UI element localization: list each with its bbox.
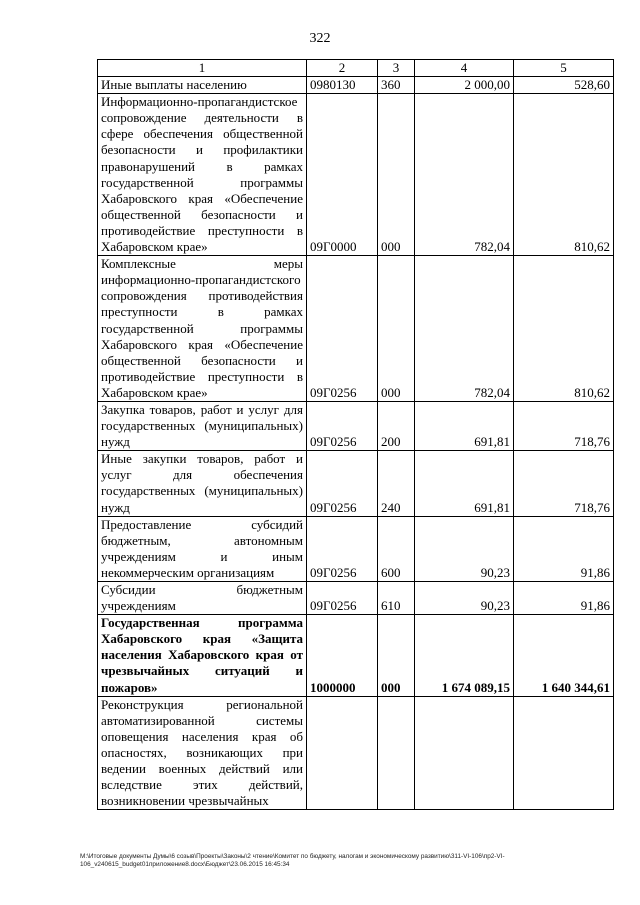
cell-expense-type: 000 [378,94,415,256]
cell-name: Субсидии бюджетным учреждениям [98,582,307,615]
cell-name: Информационно-пропагандистское сопровождение деятельности в сфере обеспечения общественной безопасности и профилактики правонарушений в рамках государственной программы Хабаровского края «Обеспечение общественной безопасности и противодействие преступности в Хабаровском крае» [98,94,307,256]
cell-code: 0980130 [307,77,378,94]
table-row [98,615,614,696]
cell-name: Иные выплаты населению [98,77,307,94]
cell-name: Иные закупки товаров, работ и услуг для обеспечения государственных (муниципальных) нужд [98,451,307,516]
cell-amount-col4: 691,81 [415,451,514,516]
table-row [98,516,614,581]
cell-code: 09Г0256 [307,401,378,450]
cell-amount-col4: 90,23 [415,582,514,615]
cell-amount-col5: 91,86 [514,582,614,615]
cell-name: Реконструкция региональной автоматизированной системы оповещения населения края об опасностях, возникающих при ведении военных действий или вследствие этих действий, возникновении чрезвычайных [98,696,307,810]
cell-code: 09Г0256 [307,582,378,615]
column-header: 1 [98,60,307,77]
cell-amount-col5: 810,62 [514,256,614,402]
cell-name: Государственная программа Хабаровского края «Защита населения Хабаровского края от чрезвычайных ситуаций и пожаров» [98,615,307,696]
table-row [98,401,614,450]
cell-amount-col4: 691,81 [415,401,514,450]
cell-amount-col4: 782,04 [415,256,514,402]
table-row [98,256,614,402]
cell-amount-col5: 718,76 [514,401,614,450]
budget-table [97,59,614,810]
cell-amount-col5: 718,76 [514,451,614,516]
table-row [98,94,614,256]
cell-amount-col5: 528,60 [514,77,614,94]
cell-expense-type: 610 [378,582,415,615]
table-header-row [98,60,614,77]
table-row [98,77,614,94]
table-row [98,696,614,810]
cell-code: 09Г0256 [307,451,378,516]
cell-code: 09Г0000 [307,94,378,256]
cell-code: 09Г0256 [307,516,378,581]
page-number: 322 [309,31,331,46]
cell-amount-col5: 91,86 [514,516,614,581]
cell-expense-type: 000 [378,256,415,402]
cell-amount-col4 [415,696,514,810]
cell-expense-type [378,696,415,810]
cell-expense-type: 240 [378,451,415,516]
cell-amount-col4: 90,23 [415,516,514,581]
cell-name: Закупка товаров, работ и услуг для государственных (муниципальных) нужд [98,401,307,450]
column-header: 2 [307,60,378,77]
cell-code [307,696,378,810]
cell-amount-col5 [514,696,614,810]
cell-amount-col4: 1 674 089,15 [415,615,514,696]
cell-expense-type: 200 [378,401,415,450]
cell-code: 1000000 [307,615,378,696]
cell-expense-type: 600 [378,516,415,581]
cell-amount-col4: 782,04 [415,94,514,256]
table-row [98,451,614,516]
cell-code: 09Г0256 [307,256,378,402]
cell-amount-col5: 810,62 [514,94,614,256]
cell-expense-type: 360 [378,77,415,94]
column-header: 3 [378,60,415,77]
column-header: 5 [514,60,614,77]
column-header: 4 [415,60,514,77]
cell-amount-col5: 1 640 344,61 [514,615,614,696]
document-path-footer: М:\Итоговые документы Думы\6 созыв\Проекты\Законы\2 чтение\Комитет по бюджету, налогам и экономическому развитию\311-VI-106\пр2-VI-106_v240615_budget01приложение8.docx\Бюджет\23.06.2015 16:45:34 [80,853,505,868]
cell-name: Предоставление субсидий бюджетным, автономным учреждениям и иным некоммерческим организациям [98,516,307,581]
cell-name: Комплексные меры информационно-пропагандистского сопровождения противодействия преступности в рамках государственной программы Хабаровского края «Обеспечение общественной безопасности и противодействие преступности в Хабаровском крае» [98,256,307,402]
cell-expense-type: 000 [378,615,415,696]
cell-amount-col4: 2 000,00 [415,77,514,94]
table-row [98,582,614,615]
